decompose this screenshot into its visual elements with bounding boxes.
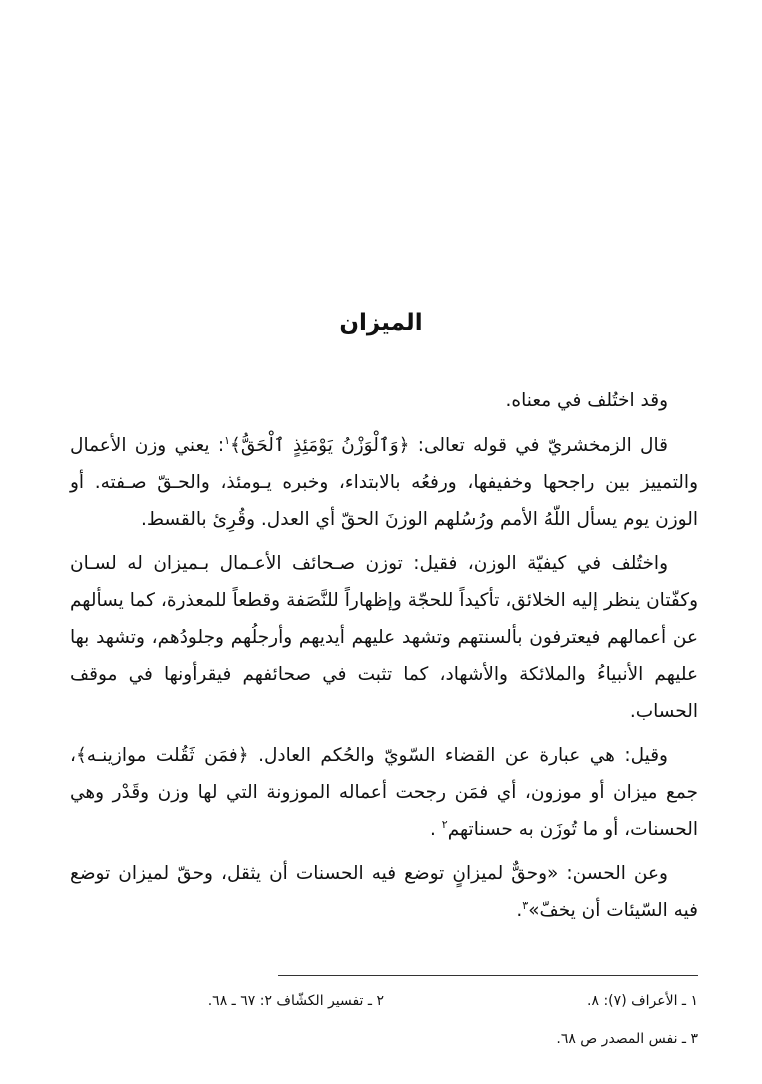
- footnote-marker-3: ٣: [522, 898, 529, 912]
- paragraph-zamakhshari-text-b: : يعني وزن الأعمال والتمييز بين راجحها وخفيفها، ورفعُه بالابتداء، وخبره يـومئذ، والحـقّ صـفته. أو الوزن يوم يسأل اللّهُ الأمم ورُسُلهم الوزنَ الحقّ أي العدل. وقُرِئ بالقسط.: [70, 435, 698, 530]
- paragraph-weighing-manner-text: واختُلف في كيفيّة الوزن، فقيل: توزن صـحائف الأعـمال بـميزان له لسـان وكفّتان ينظر إليه الخلائق، تأكيداً للحجّة وإظهاراً للنَّصَفة وقطعاً للمعذرة، كما يسألهم عن أعمالهم فيعترفون بألسنتهم وتشهد عليهم أيديهم وأرجلُهم وجلودُهم، وتشهد بها عليهم الأنبياءُ والملائكة والأشهاد، كما تثبت في صحائفهم فيقرأونها في موقف الحساب.: [70, 553, 698, 722]
- footnotes: [70, 988, 698, 1064]
- paragraph-hasan: [70, 855, 698, 929]
- footnote-1: ١ ـ الأعراف (٧): ٨.: [587, 993, 698, 1009]
- paragraph-weighing-manner: [70, 545, 698, 730]
- footnote-marker-1: ١: [224, 433, 230, 447]
- paragraph-just-judgment-text-b: .: [430, 819, 442, 840]
- paragraph-just-judgment-text-a: وقيل: هي عبارة عن القضاء السّويّ والحُكم العادل. ﴿فمَن ثَقُلت موازينـه﴾، جمع ميزان أو موزون، أي فمَن رجحت أعماله الموزونة التي لها وزن وقَدْر وهي الحسنات، أو ما تُوزَن به حسناتهم: [70, 745, 698, 840]
- paragraph-hasan-text-b: .: [516, 900, 523, 921]
- footnote-row: [70, 988, 698, 1014]
- paragraph-zamakhshari-text-a: قال الزمخشريّ في قوله تعالى: ﴿وَٱلْوَزْنُ يَوْمَئِذٍ ٱلْحَقُّ﴾: [230, 435, 668, 456]
- paragraph-intro-text: وقد اختُلف في معناه.: [505, 390, 668, 411]
- paragraph-intro: [70, 382, 698, 419]
- footnote-2: ٢ ـ تفسير الكشّاف ٢: ٦٧ ـ ٦٨.: [207, 993, 384, 1009]
- paragraph-zamakhshari: [70, 427, 698, 538]
- footnote-3: ٣ ـ نفس المصدر ص ٦٨.: [556, 1031, 698, 1047]
- paragraph-just-judgment: [70, 737, 698, 848]
- footnote-divider: [278, 975, 698, 976]
- paragraph-hasan-text-a: وعن الحسن: «وحقٌّ لميزانٍ توضع فيه الحسنات أن يثقل، وحقّ لميزان توضع فيه السّيئات أن يخفّ»: [70, 863, 698, 921]
- page-title: الميزان: [339, 310, 423, 336]
- footnote-marker-2: ٢: [441, 817, 448, 831]
- body-text: [70, 382, 698, 936]
- footnote-row: [70, 1026, 698, 1052]
